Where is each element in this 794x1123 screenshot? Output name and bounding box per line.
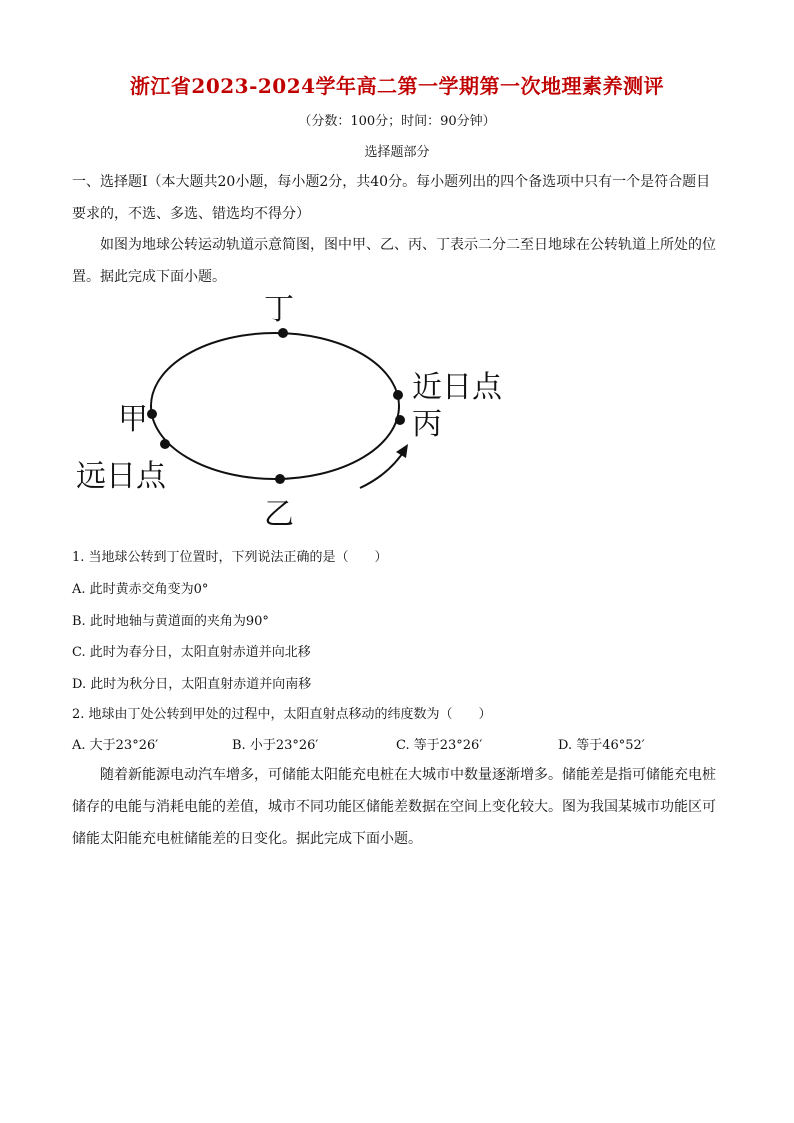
section-heading: 选择题部分 bbox=[364, 145, 430, 160]
orbit-ellipse bbox=[151, 333, 399, 479]
position-bing-dot bbox=[395, 415, 405, 425]
question-1-stem: 1. 当地球公转到丁位置时，下列说法正确的是（ ） bbox=[72, 550, 388, 565]
question-2-options bbox=[72, 734, 722, 752]
label-perihelion: 近日点 bbox=[412, 370, 502, 405]
label-yi: 乙 bbox=[264, 497, 294, 532]
question-1-option-a: A. 此时黄赤交角变为0° bbox=[72, 582, 209, 597]
question-2-option-d: D. 等于46°52′ bbox=[558, 738, 645, 753]
label-ding: 丁 bbox=[264, 292, 294, 327]
question-2-option-a: A. 大于23°26′ bbox=[72, 738, 159, 753]
question-1-option-c: C. 此时为春分日，太阳直射赤道并向北移 bbox=[72, 645, 311, 660]
label-jia: 甲 bbox=[118, 402, 148, 437]
passage-orbit: 如图为地球公转运动轨道示意简图，图中甲、乙、丙、丁表示二分二至日地球在公转轨道上所处的位置。据此完成下面小题。 bbox=[72, 237, 716, 285]
label-bing: 丙 bbox=[412, 407, 442, 442]
exam-title: 浙江省2023-2024学年高二第一学期第一次地理素养测评 bbox=[129, 74, 665, 98]
instructions: 一、选择题Ⅰ（本大题共20小题，每小题2分，共40分。每小题列出的四个备选项中只有一个是符合题目要求的，不选、多选、错选均不得分） bbox=[72, 174, 711, 222]
question-1-option-d: D. 此时为秋分日，太阳直射赤道并向南移 bbox=[72, 677, 312, 692]
perihelion-dot bbox=[393, 390, 403, 400]
exam-meta: （分数：100分；时间：90分钟） bbox=[298, 114, 496, 129]
question-2-stem: 2. 地球由丁处公转到甲处的过程中，太阳直射点移动的纬度数为（ ） bbox=[72, 707, 492, 722]
position-jia-dot bbox=[147, 409, 157, 419]
question-2-option-c: C. 等于23°26′ bbox=[396, 738, 483, 753]
aphelion-dot bbox=[160, 439, 170, 449]
label-aphelion: 远日点 bbox=[76, 459, 166, 494]
position-ding-dot bbox=[278, 328, 288, 338]
orbit-diagram bbox=[72, 286, 532, 534]
question-2-option-b: B. 小于23°26′ bbox=[232, 738, 319, 753]
direction-arrow-head bbox=[396, 444, 408, 458]
position-yi-dot bbox=[275, 474, 285, 484]
passage-charging: 随着新能源电动汽车增多，可储能太阳能充电桩在大城市中数量逐渐增多。储能差是指可储能充电桩储存的电能与消耗电能的差值，城市不同功能区储能差数据在空间上变化较大。图为我国某城市功能区可储能太阳能充电桩储能差的日变化。据此完成下面小题。 bbox=[72, 767, 716, 847]
question-1-option-b: B. 此时地轴与黄道面的夹角为90° bbox=[72, 614, 269, 629]
